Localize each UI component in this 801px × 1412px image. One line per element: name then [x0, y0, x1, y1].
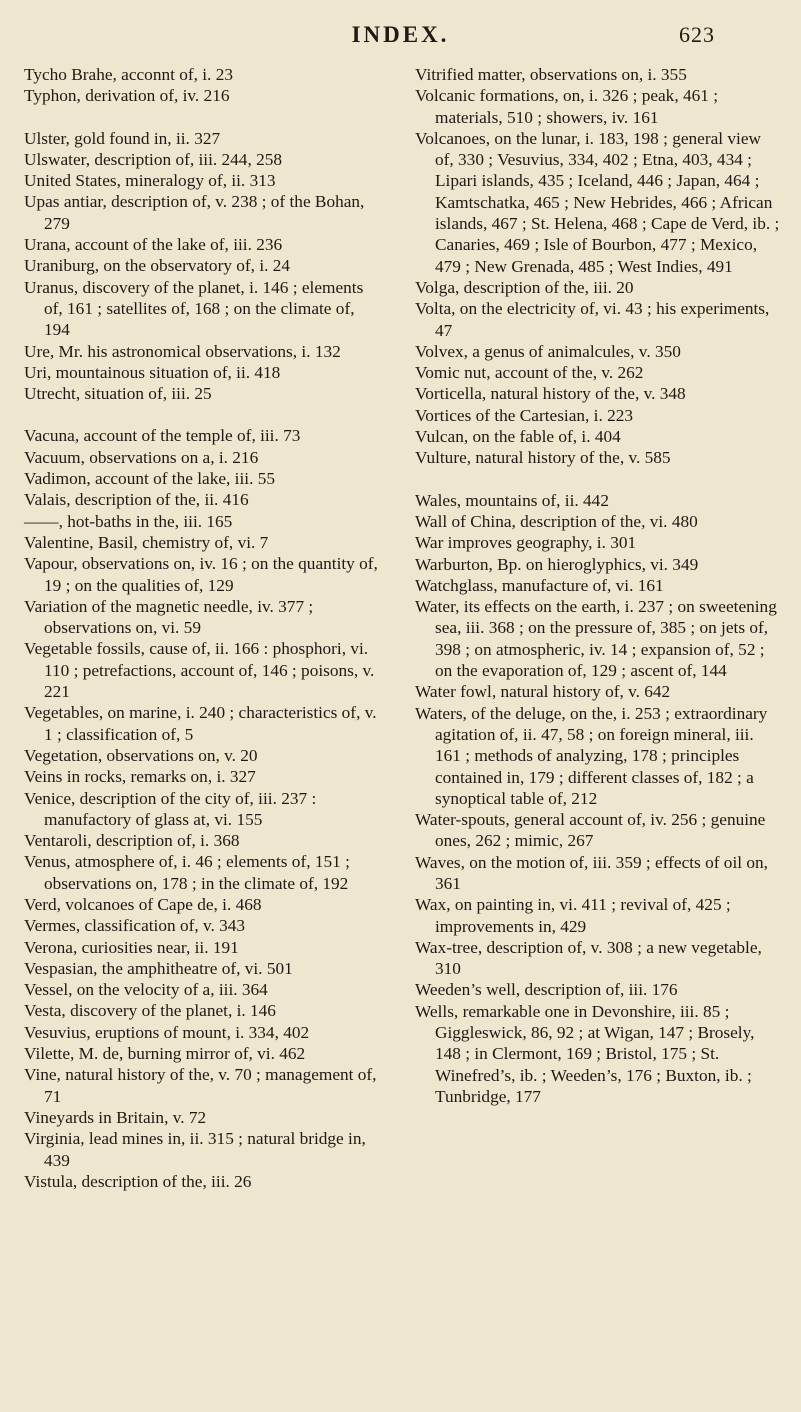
- index-entry: Volcanoes, on the lunar, i. 183, 198 ; general view of, 330 ; Vesuvius, 334, 402 ; Etna, 403, 434 ; Lipari islands, 435 ; Iceland, 446 ; Japan, 464 ; Kamtschatka, 465 ; New Hebrides, 466 ; African islands, 467 ; St. Helena, 468 ; Cape de Verd, ib. ; Canaries, 469 ; Isle of Bourbon, 477 ; Mexico, 479 ; New Grenada, 485 ; West Indies, 491: [415, 128, 780, 276]
- index-entry: Vulture, natural history of the, v. 585: [415, 448, 671, 468]
- index-entry: Ulster, gold found in, ii. 327: [24, 128, 221, 148]
- index-entry: Venus, atmosphere of, i. 46 ; elements of, 151 ; observations on, 178 ; in the climate of, 192: [24, 852, 350, 893]
- index-entry: Vorticella, natural history of the, v. 348: [415, 384, 686, 404]
- index-entry: United States, mineralogy of, ii. 313: [24, 171, 276, 191]
- index-entry: Vegetable fossils, cause of, ii. 166 : phosphori, vi. 110 ; petrefactions, account of, 146 ; poisons, v. 221: [24, 639, 375, 702]
- index-entry: Wall of China, description of the, vi. 480: [415, 511, 698, 531]
- index-entry: Warburton, Bp. on hieroglyphics, vi. 349: [415, 554, 699, 574]
- left-column: [24, 64, 380, 1192]
- group-gap: [24, 404, 380, 425]
- page-title: INDEX.: [351, 22, 450, 47]
- index-entry: Ure, Mr. his astronomical observations, i. 132: [24, 341, 341, 361]
- index-entry: Vadimon, account of the lake, iii. 55: [24, 469, 275, 489]
- right-column: [415, 64, 781, 1107]
- index-entry: Water, its effects on the earth, i. 237 ; on sweetening sea, iii. 368 ; on the pressure of, 385 ; on jets of, 398 ; on atmospheric, iv. 14 ; expansion of, 52 ; on the evaporation of, 129 ; ascent of, 144: [415, 597, 777, 681]
- group-gap: [24, 107, 380, 128]
- index-entry: Vilette, M. de, burning mirror of, vi. 462: [24, 1044, 306, 1064]
- index-entry: Vacuum, observations on a, i. 216: [24, 447, 259, 467]
- index-entry: ——, hot-baths in the, iii. 165: [24, 511, 233, 531]
- index-entry: Volta, on the electricity of, vi. 43 ; his experiments, 47: [415, 299, 770, 340]
- index-entry: Utrecht, situation of, iii. 25: [24, 384, 212, 404]
- index-entry: Waters, of the deluge, on the, i. 253 ; extraordinary agitation of, ii. 47, 58 ; on foreign mineral, iii. 161 ; methods of analyzing, 178 ; principles contained in, 179 ; different classes of, 182 ; a synoptical table of, 212: [415, 703, 768, 808]
- index-entry: Wales, mountains of, ii. 442: [415, 490, 609, 510]
- index-entry: Vegetation, observations on, v. 20: [24, 745, 258, 765]
- index-entry: Vine, natural history of the, v. 70 ; management of, 71: [24, 1065, 377, 1106]
- index-entry: Valentine, Basil, chemistry of, vi. 7: [24, 532, 269, 552]
- index-entry: Valais, description of the, ii. 416: [24, 490, 249, 510]
- index-entry: Verona, curiosities near, ii. 191: [24, 937, 239, 957]
- index-entry: Volcanic formations, on, i. 326 ; peak, 461 ; materials, 510 ; showers, iv. 161: [415, 86, 719, 127]
- index-entry: Water-spouts, general account of, iv. 256 ; genuine ones, 262 ; mimic, 267: [415, 810, 766, 851]
- index-entry: Vapour, observations on, iv. 16 ; on the quantity of, 19 ; on the qualities of, 129: [24, 554, 378, 595]
- index-entry: Vacuna, account of the temple of, iii. 73: [24, 426, 301, 446]
- index-entry: Vistula, description of the, iii. 26: [24, 1171, 252, 1191]
- index-entry: Ulswater, description of, iii. 244, 258: [24, 149, 283, 169]
- index-entry: Water fowl, natural history of, v. 642: [415, 682, 671, 702]
- index-entry: Vesuvius, eruptions of mount, i. 334, 402: [24, 1022, 310, 1042]
- index-entry: Uri, mountainous situation of, ii. 418: [24, 362, 281, 382]
- index-entry: Wells, remarkable one in Devonshire, iii. 85 ; Giggleswick, 86, 92 ; at Wigan, 147 ; Brosely, 148 ; in Clermont, 169 ; Bristol, 175 ; St. Winefred’s, ib. ; Weeden’s, 176 ; Buxton, ib. ; Tunbridge, 177: [415, 1001, 755, 1106]
- index-entry: Vitrified matter, observations on, i. 355: [415, 65, 687, 84]
- index-entry: Vomic nut, account of the, v. 262: [415, 363, 644, 383]
- index-entry: Weeden’s well, description of, iii. 176: [415, 980, 678, 1000]
- index-entry: Wax-tree, description of, v. 308 ; a new vegetable, 310: [415, 937, 762, 979]
- index-entry: Variation of the magnetic needle, iv. 377 ; observations on, vi. 59: [24, 596, 314, 638]
- index-entry: War improves geography, i. 301: [415, 533, 637, 553]
- index-entry: Veins in rocks, remarks on, i. 327: [24, 767, 256, 787]
- index-entry: Vermes, classification of, v. 343: [24, 916, 246, 936]
- index-entry: Vortices of the Cartesian, i. 223: [415, 405, 634, 425]
- index-entry: Virginia, lead mines in, ii. 315 ; natural bridge in, 439: [24, 1129, 366, 1170]
- index-entry: Vesta, discovery of the planet, i. 146: [24, 1001, 276, 1021]
- index-entry: Volga, description of the, iii. 20: [415, 277, 634, 297]
- group-gap: [415, 469, 781, 490]
- index-entry: Watchglass, manufacture of, vi. 161: [415, 575, 664, 595]
- index-entry: Verd, volcanoes of Cape de, i. 468: [24, 894, 262, 914]
- index-entry: Typhon, derivation of, iv. 216: [24, 86, 230, 106]
- index-entry: Volvex, a genus of animalcules, v. 350: [415, 341, 681, 361]
- index-entry: Uranus, discovery of the planet, i. 146 ; elements of, 161 ; satellites of, 168 ; on the climate of, 194: [24, 277, 364, 340]
- index-entry: Vineyards in Britain, v. 72: [24, 1107, 207, 1127]
- index-entry: Tycho Brahe, acconnt of, i. 23: [24, 65, 233, 84]
- index-entry: Vessel, on the velocity of a, iii. 364: [24, 980, 268, 1000]
- index-entry: Ventaroli, description of, i. 368: [24, 831, 240, 851]
- index-entry: Uraniburg, on the observatory of, i. 24: [24, 256, 291, 276]
- index-entry: Upas antiar, description of, v. 238 ; of the Bohan, 279: [24, 192, 365, 233]
- index-entry: Venice, description of the city of, iii. 237 : manufactory of glass at, vi. 155: [24, 788, 317, 829]
- index-entry: Vulcan, on the fable of, i. 404: [415, 427, 621, 447]
- index-entry: Urana, account of the lake of, iii. 236: [24, 235, 283, 255]
- index-entry: Vegetables, on marine, i. 240 ; characteristics of, v. 1 ; classification of, 5: [24, 703, 377, 744]
- index-entry: Vespasian, the amphitheatre of, vi. 501: [24, 958, 293, 978]
- page-number: 623: [679, 22, 715, 47]
- index-entry: Wax, on painting in, vi. 411 ; revival of, 425 ; improvements in, 429: [415, 895, 731, 936]
- index-entry: Waves, on the motion of, iii. 359 ; effects of oil on, 361: [415, 852, 768, 893]
